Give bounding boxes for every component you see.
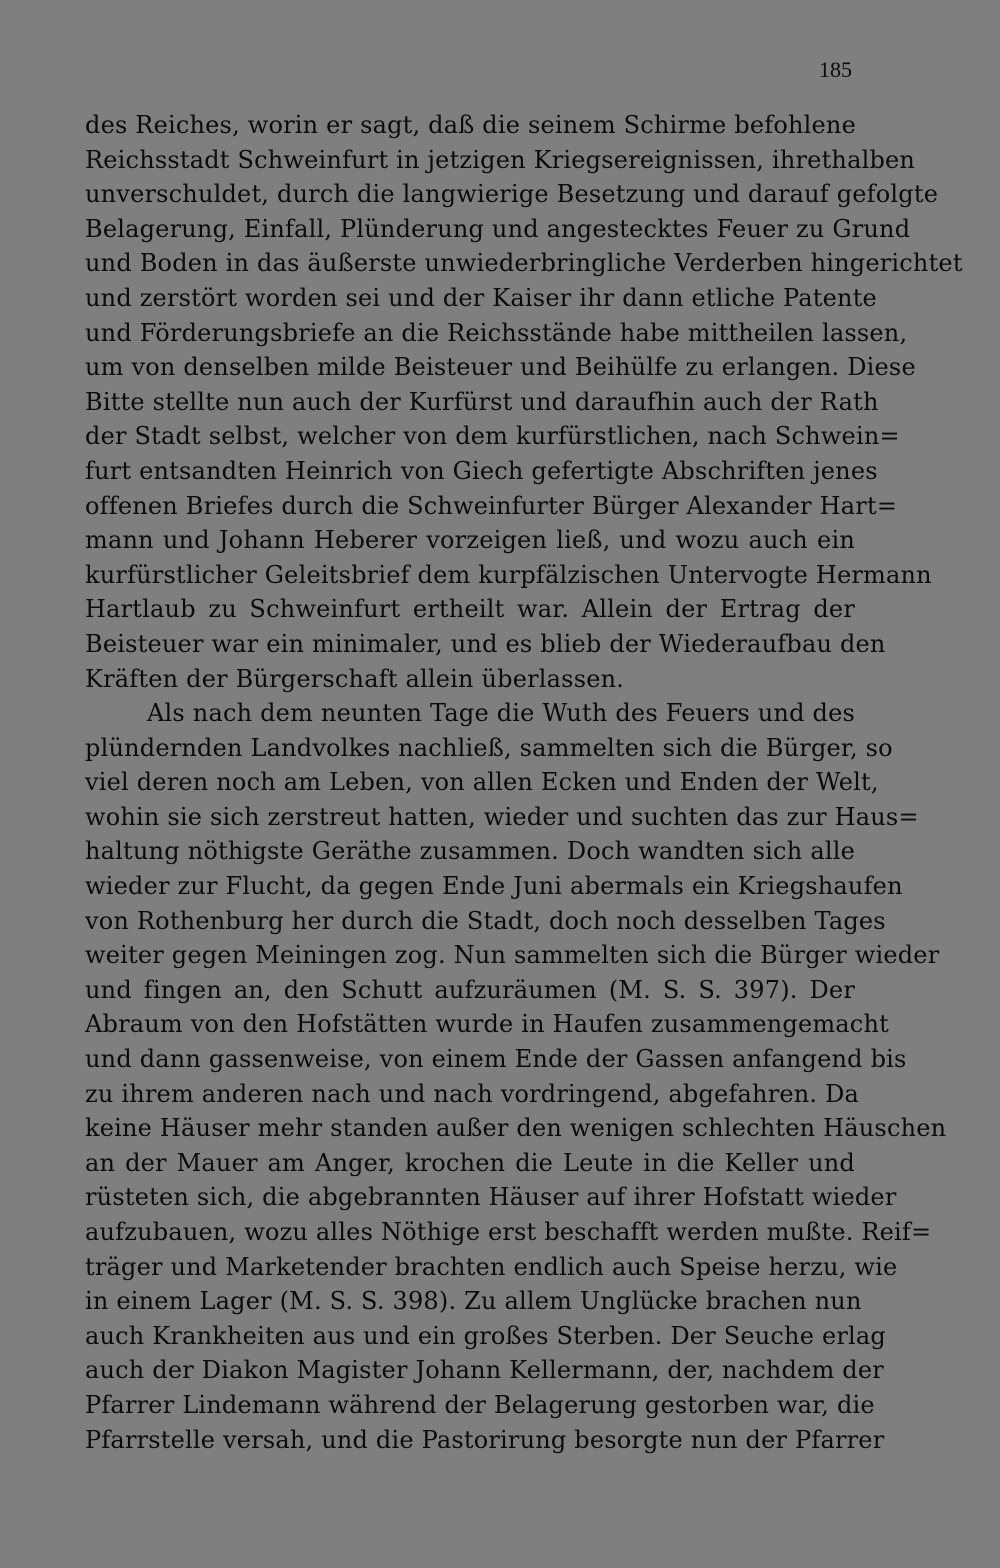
text-line: des Reiches, worin er sagt, daß die seinem Schirme befohlene (85, 111, 856, 139)
text-line: und zerstört worden sei und der Kaiser ihr dann etliche Patente (85, 283, 877, 312)
text-line: an der Mauer am Anger, krochen die Leute in die Keller und (85, 1148, 855, 1177)
text-line: aufzubauen, wozu alles Nöthige erst beschafft werden mußte. Reif= (85, 1218, 932, 1246)
text-line: Bitte stellte nun auch der Kurfürst und daraufhin auch der Rath (85, 387, 879, 416)
text-line: viel deren noch am Leben, von allen Ecken und Enden der Welt, (85, 768, 879, 797)
text-line: haltung nöthigste Geräthe zusammen. Doch wandten sich alle (85, 837, 855, 866)
text-line: und fingen an, den Schutt aufzuräumen (M. S. S. 397). Der (85, 975, 855, 1004)
text-line: Kräften der Bürgerschaft allein überlassen. (85, 664, 625, 693)
text-line: wieder zur Flucht, da gegen Ende Juni abermals ein Kriegshaufen (85, 872, 903, 901)
text-line: Pfarrer Lindemann während der Belagerung gestorben war, die (85, 1390, 875, 1419)
text-line: weiter gegen Meiningen zog. Nun sammelten sich die Bürger wieder (85, 941, 940, 970)
text-line: Als nach dem neunten Tage die Wuth des Feuers und des (147, 699, 855, 728)
text-line: keine Häuser mehr standen außer den wenigen schlechten Häuschen (85, 1114, 947, 1143)
text-line: unverschuldet, durch die langwierige Besetzung und darauf gefolgte (85, 180, 939, 209)
text-line: von Rothenburg her durch die Stadt, doch noch desselben Tages (85, 906, 886, 935)
body-text (85, 108, 963, 1457)
text-line: Belagerung, Einfall, Plünderung und angestecktes Feuer zu Grund (85, 214, 911, 243)
text-line: Reichsstadt Schweinfurt in jetzigen Kriegsereignissen, ihrethalben (85, 145, 916, 174)
text-line: Pfarrstelle versah, und die Pastorirung besorgte nun der Pfarrer (85, 1425, 885, 1454)
text-line: furt entsandten Heinrich von Giech gefertigte Abschriften jenes (85, 456, 878, 485)
text-line: träger und Marketender brachten endlich auch Speise herzu, wie (85, 1252, 898, 1281)
text-line: mann und Johann Heberer vorzeigen ließ, und wozu auch ein (85, 526, 855, 555)
text-line: Abraum von den Hofstätten wurde in Haufen zusammengemacht (85, 1010, 889, 1039)
text-line: rüsteten sich, die abgebrannten Häuser auf ihrer Hofstatt wieder (85, 1183, 897, 1212)
text-line: in einem Lager (M. S. S. 398). Zu allem Unglücke brachen nun (85, 1287, 862, 1316)
text-line: offenen Briefes durch die Schweinfurter Bürger Alexander Hart= (85, 491, 898, 520)
text-line: und dann gassenweise, von einem Ende der Gassen anfangend bis (85, 1045, 907, 1074)
text-line: und Förderungsbriefe an die Reichsstände habe mittheilen lassen, (85, 318, 908, 347)
text-line: um von denselben milde Beisteuer und Beihülfe zu erlangen. Diese (85, 353, 916, 382)
text-line: Beisteuer war ein minimaler, und es blieb der Wiederaufbau den (85, 629, 886, 658)
text-line: wohin sie sich zerstreut hatten, wieder und suchten das zur Haus= (85, 802, 919, 831)
text-line: auch der Diakon Magister Johann Kellermann, der, nachdem der (85, 1356, 884, 1385)
text-line: Hartlaub zu Schweinfurt ertheilt war. Allein der Ertrag der (85, 595, 855, 624)
page-number: 185 (819, 57, 852, 82)
text-line: zu ihrem anderen nach und nach vordringend, abgefahren. Da (85, 1079, 860, 1108)
text-line: der Stadt selbst, welcher von dem kurfürstlichen, nach Schwein= (85, 422, 900, 451)
text-line: plündernden Landvolkes nachließ, sammelten sich die Bürger, so (85, 733, 893, 762)
text-line: kurfürstlicher Geleitsbrief dem kurpfälzischen Untervogte Hermann (85, 560, 932, 589)
text-line: auch Krankheiten aus und ein großes Sterben. Der Seuche erlag (85, 1321, 886, 1350)
text-line: und Boden in das äußerste unwiederbringliche Verderben hingerichtet (85, 249, 963, 278)
